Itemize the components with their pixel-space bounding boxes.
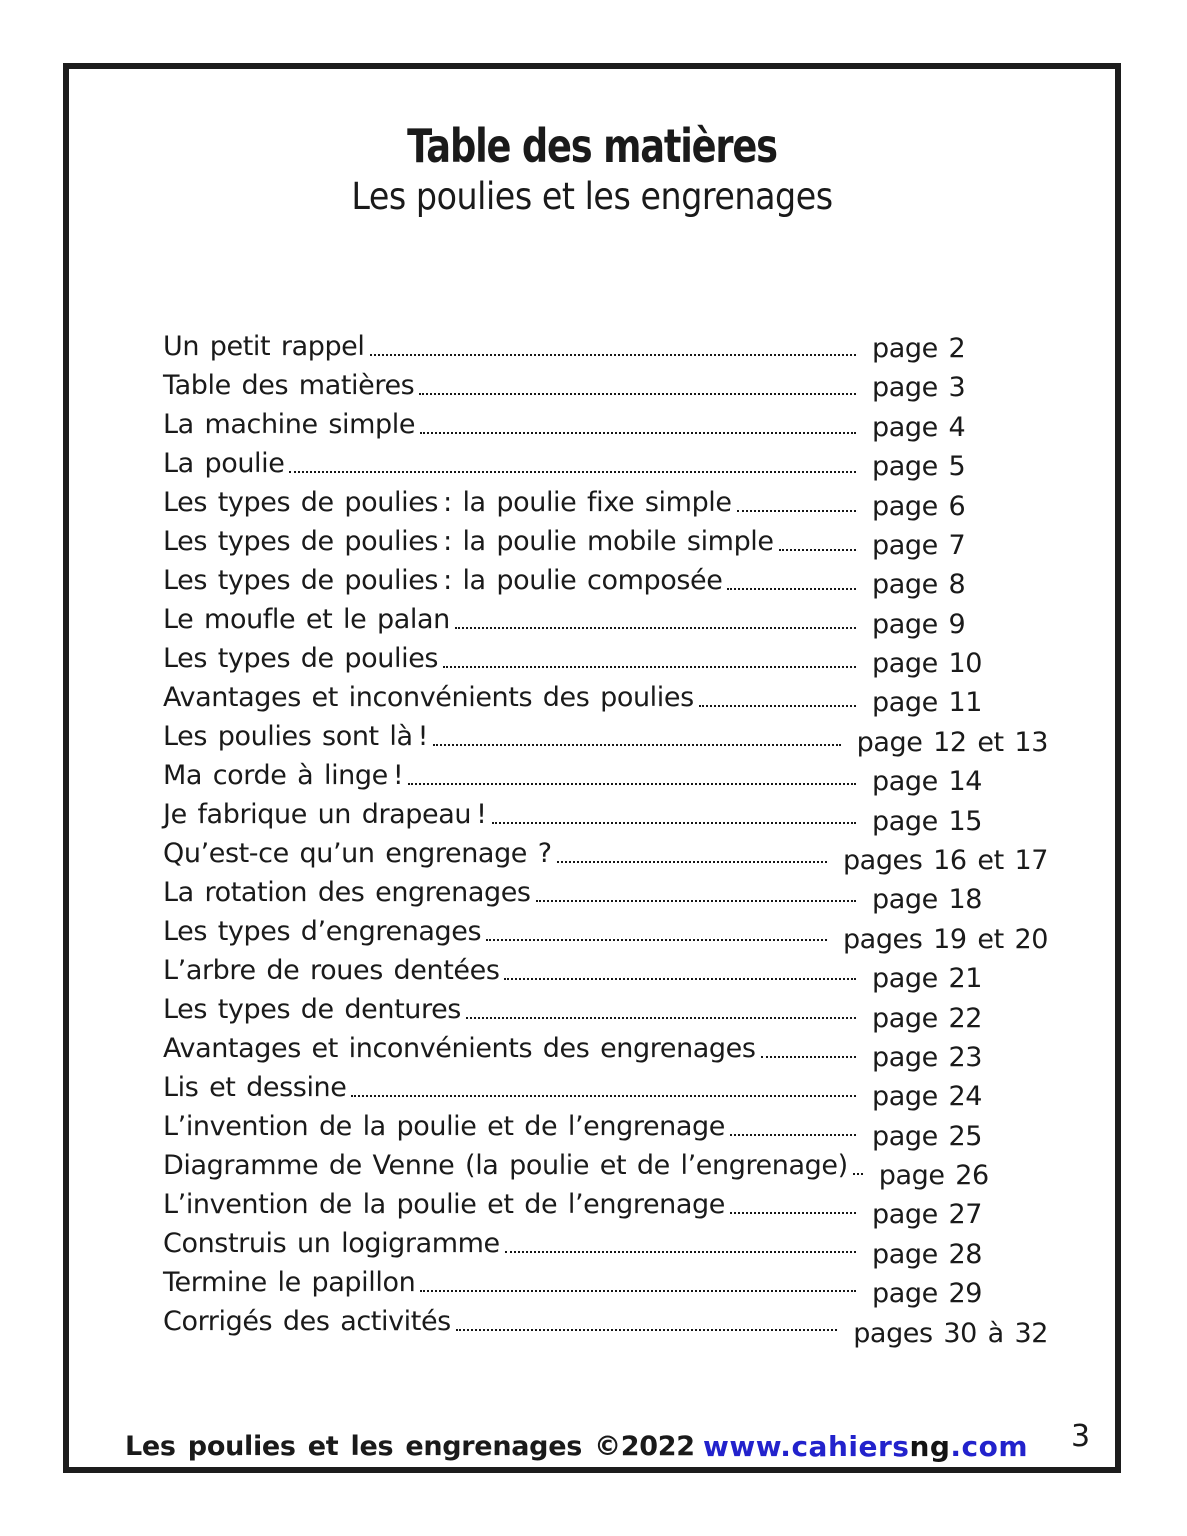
toc-leader-dots [504, 978, 856, 980]
toc-row [163, 483, 1048, 522]
toc-entry-title: Avantages et inconvénients des poulies [163, 682, 694, 713]
toc-page-label: page 15 [872, 805, 983, 837]
toc-leader-dots [455, 627, 856, 629]
toc-leader-dots [505, 1251, 856, 1253]
toc-row [163, 366, 1048, 405]
toc-leader-dots [408, 783, 856, 785]
toc-leader-dots [779, 549, 856, 551]
toc-page-label: page 24 [872, 1081, 983, 1113]
toc-entry-title: Avantages et inconvénients des engrenages [163, 1033, 756, 1064]
toc-page-label: page 26 [878, 1160, 989, 1191]
toc-leader-dots [466, 1017, 856, 1019]
toc-page-label: page 14 [872, 766, 983, 798]
toc-page-label: page 18 [872, 884, 983, 916]
toc-leader-dots [761, 1056, 856, 1058]
toc-row [163, 756, 1048, 798]
toc-page-label: page 2 [872, 333, 966, 364]
toc-list [163, 327, 1048, 1349]
toc-entry-title: L’arbre de roues dentées [163, 955, 500, 986]
toc-entry-title: Corrigés des activités [163, 1306, 451, 1337]
toc-entry-title: Le moufle et le palan [163, 604, 450, 635]
toc-entry-title: Les types de poulies : la poulie composée [163, 565, 723, 596]
toc-entry-title: La rotation des engrenages [163, 877, 531, 908]
page-number: 3 [1071, 1419, 1091, 1454]
toc-entry-title: Termine le papillon [163, 1267, 416, 1298]
page-title: Table des matières [407, 119, 777, 173]
toc-leader-dots [492, 822, 856, 824]
toc-leader-dots [351, 1095, 856, 1097]
toc-row [163, 678, 1048, 717]
toc-page-label: page 3 [872, 372, 966, 404]
toc-page-label: page 7 [872, 529, 966, 561]
toc-entry-title: Diagramme de Venne (la poulie et de l’engrenage) [163, 1150, 848, 1181]
footer-copyright: Les poulies et les engrenages ©2022 [125, 1431, 695, 1462]
toc-page-label: page 21 [872, 963, 983, 995]
toc-entry-title: Les types d’engrenages [163, 916, 482, 947]
toc-page-label: page 25 [872, 1120, 983, 1152]
page-subtitle: Les poulies et les engrenages [351, 175, 833, 218]
toc-leader-dots [370, 354, 856, 356]
toc-leader-dots [730, 1212, 856, 1214]
toc-page-label: page 5 [872, 451, 966, 483]
footer-website-part1: www.cahiers [703, 1430, 910, 1463]
toc-page-label: page 10 [872, 648, 983, 679]
toc-leader-dots [486, 939, 827, 941]
toc-leader-dots [536, 900, 856, 902]
toc-leader-dots [419, 393, 856, 395]
toc-leader-dots [699, 705, 856, 707]
toc-page-label: page 12 et 13 [856, 726, 1048, 758]
footer-website-part2: ng [909, 1430, 951, 1463]
toc-entry-title: Un petit rappel [163, 331, 365, 362]
toc-entry-title: Je fabrique un drapeau ! [163, 799, 487, 830]
toc-row [163, 405, 1048, 444]
toc-page-label: page 6 [872, 490, 966, 522]
toc-page-label: page 28 [872, 1238, 983, 1270]
toc-leader-dots [420, 432, 856, 434]
toc-entry-title: Table des matières [163, 370, 415, 401]
toc-row [163, 522, 1048, 561]
footer-website-part3: .com [950, 1430, 1029, 1463]
toc-leader-dots [456, 1329, 837, 1331]
toc-entry-title: Les types de dentures [163, 994, 461, 1025]
toc-page-label: page 27 [872, 1199, 983, 1231]
toc-leader-dots [557, 861, 827, 863]
toc-entry-title: Les types de poulies [163, 643, 439, 674]
toc-leader-dots [727, 588, 856, 590]
toc-page-label: pages 16 et 17 [842, 844, 1048, 876]
toc-entry-title: Les types de poulies : la poulie fixe simple [163, 487, 732, 518]
toc-entry-title: L’invention de la poulie et de l’engrenage [163, 1189, 725, 1220]
toc-leader-dots [730, 1134, 856, 1136]
toc-row [163, 444, 1048, 483]
toc-row [163, 561, 1048, 600]
toc-row [163, 795, 1048, 837]
toc-page-label: pages 30 à 32 [853, 1317, 1048, 1349]
toc-row [163, 327, 1048, 366]
toc-leader-dots [737, 510, 856, 512]
toc-entry-title: Les poulies sont là ! [163, 721, 429, 752]
toc-row [163, 717, 1048, 756]
toc-row [163, 600, 1048, 639]
toc-entry-title: Ma corde à linge ! [163, 760, 404, 791]
toc-page-label: page 29 [872, 1278, 983, 1310]
toc-leader-dots [443, 666, 856, 668]
toc-page-label: page 9 [872, 608, 966, 640]
toc-entry-title: Qu’est-ce qu’un engrenage ? [163, 838, 552, 869]
toc-page-label: pages 19 et 20 [842, 923, 1048, 955]
toc-page-label: page 8 [872, 569, 966, 601]
toc-leader-dots [289, 471, 856, 473]
toc-page-label: page 23 [872, 1041, 983, 1073]
toc-leader-dots [433, 744, 841, 746]
toc-leader-dots [853, 1173, 863, 1175]
toc-entry-title: Lis et dessine [163, 1072, 347, 1103]
toc-entry-title: La poulie [163, 448, 285, 479]
toc-page-label: page 4 [872, 411, 966, 443]
toc-row [163, 639, 1048, 678]
toc-entry-title: La machine simple [163, 409, 416, 440]
toc-entry-title: Construis un logigramme [163, 1228, 500, 1259]
page-border [63, 63, 1121, 1473]
toc-entry-title: Les types de poulies : la poulie mobile simple [163, 526, 774, 557]
footer-website-link[interactable] [703, 1430, 1028, 1463]
toc-entry-title: L’invention de la poulie et de l’engrenage [163, 1111, 725, 1142]
toc-page-label: page 22 [872, 1002, 983, 1034]
toc-leader-dots [420, 1290, 856, 1292]
toc-page-label: page 11 [872, 687, 983, 719]
